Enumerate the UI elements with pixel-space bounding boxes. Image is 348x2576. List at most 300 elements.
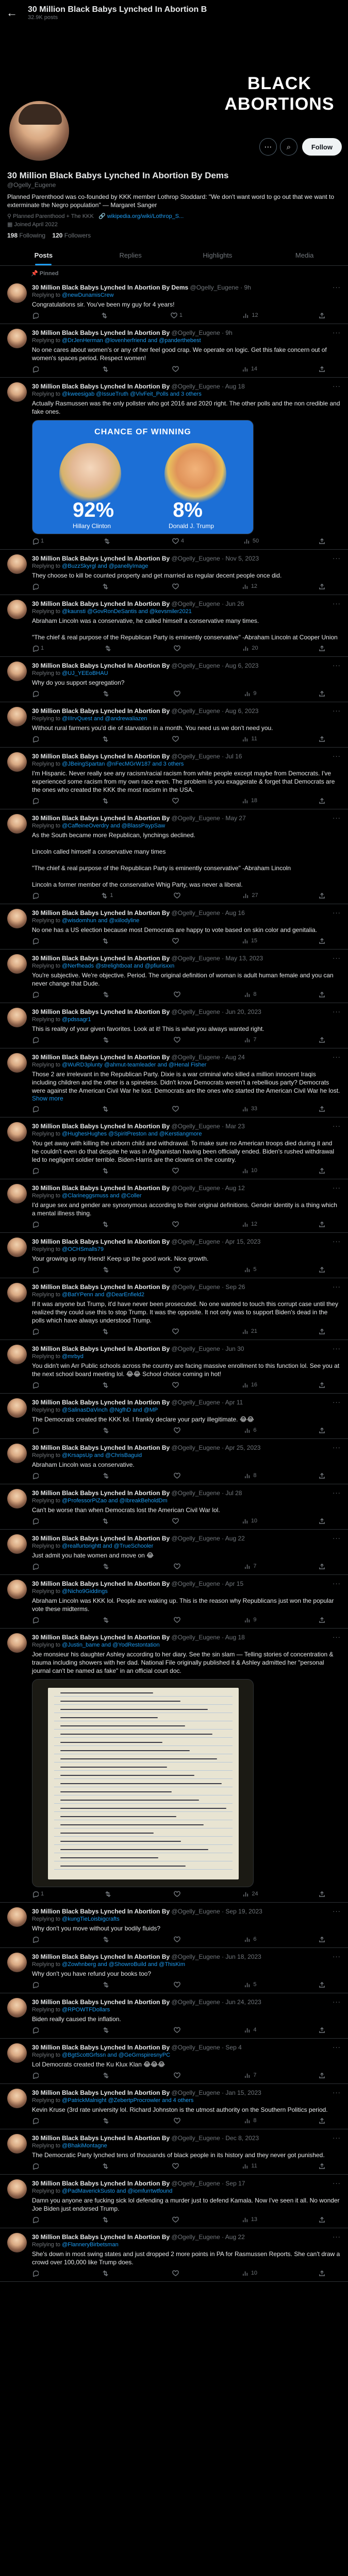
- post-handle-time[interactable]: @Ogelly_Eugene · May 27: [171, 815, 246, 822]
- post-author-name[interactable]: 30 Million Black Babys Lynched In Abortion By: [32, 1535, 170, 1542]
- repost-button[interactable]: [101, 312, 110, 319]
- post[interactable]: [0, 950, 348, 1003]
- share-button[interactable]: [319, 1981, 325, 1988]
- back-arrow-icon[interactable]: ←: [6, 6, 18, 19]
- reply-button[interactable]: [32, 2216, 41, 2223]
- post-avatar[interactable]: [7, 1008, 27, 1027]
- repost-button[interactable]: [102, 1221, 111, 1228]
- post[interactable]: [0, 1948, 348, 1993]
- post-author-name[interactable]: 30 Million Black Babys Lynched In Abortion By Dems: [32, 284, 189, 291]
- post-more-icon[interactable]: ···: [333, 2043, 341, 2051]
- post-handle-time[interactable]: @Ogelly_Eugene · Apr 15, 2023: [171, 1238, 261, 1245]
- share-button[interactable]: [319, 2072, 325, 2079]
- views-button[interactable]: [243, 645, 258, 652]
- reply-mentions[interactable]: @JBeingSpartan @nFecMGrW187 and 3 others: [62, 761, 184, 767]
- post-more-icon[interactable]: ···: [333, 1122, 341, 1130]
- reply-button[interactable]: [32, 1328, 41, 1335]
- post-more-icon[interactable]: ···: [333, 2179, 341, 2187]
- reply-mentions[interactable]: @HughesHughes @SpiritPreston and @Kerstiangmore: [62, 1131, 202, 1137]
- reply-mentions[interactable]: @Justin_bame and @YodRestontation: [62, 1642, 160, 1648]
- repost-button[interactable]: [104, 537, 112, 545]
- reply-button[interactable]: [32, 2162, 41, 2170]
- like-button[interactable]: [172, 1328, 181, 1335]
- post-avatar[interactable]: [7, 1238, 27, 1257]
- like-button[interactable]: [174, 1036, 183, 1043]
- views-button[interactable]: [244, 690, 256, 697]
- post[interactable]: [0, 550, 348, 595]
- post-handle-time[interactable]: @Ogelly_Eugene · Sep 17: [171, 2180, 245, 2187]
- share-button[interactable]: [319, 2216, 325, 2223]
- reply-button[interactable]: [32, 797, 41, 804]
- reply-button[interactable]: [32, 537, 44, 545]
- post[interactable]: [0, 1484, 348, 1530]
- reply-button[interactable]: [32, 1616, 41, 1623]
- repost-button[interactable]: [103, 1036, 111, 1043]
- post-author-name[interactable]: 30 Million Black Babys Lynched In Abortion By: [32, 2180, 170, 2187]
- post[interactable]: [0, 702, 348, 748]
- post-avatar[interactable]: [7, 2134, 27, 2154]
- like-button[interactable]: [172, 937, 181, 944]
- repost-button[interactable]: [102, 583, 111, 590]
- post-more-icon[interactable]: ···: [333, 283, 341, 291]
- post-more-icon[interactable]: ···: [333, 707, 341, 715]
- post-avatar[interactable]: [7, 1998, 27, 2018]
- post-avatar[interactable]: [7, 2233, 27, 2252]
- share-button[interactable]: [319, 937, 325, 944]
- post-more-icon[interactable]: ···: [333, 1283, 341, 1291]
- repost-button[interactable]: [103, 1427, 111, 1434]
- post-avatar[interactable]: [7, 707, 27, 726]
- share-button[interactable]: [319, 1472, 325, 1479]
- show-more-link[interactable]: Show more: [32, 1095, 63, 1102]
- post-handle-time[interactable]: @Ogelly_Eugene · Aug 18: [171, 1634, 245, 1641]
- share-button[interactable]: [319, 1616, 325, 1623]
- post[interactable]: [0, 595, 348, 657]
- reply-button[interactable]: [32, 1381, 41, 1388]
- repost-button[interactable]: [102, 1328, 111, 1335]
- post[interactable]: [0, 748, 348, 809]
- share-button[interactable]: [319, 1105, 325, 1112]
- views-button[interactable]: [242, 2162, 257, 2170]
- views-button[interactable]: [244, 2026, 256, 2033]
- like-button[interactable]: [174, 1472, 183, 1479]
- post-avatar[interactable]: [7, 1184, 27, 1204]
- repost-button[interactable]: [103, 1266, 111, 1273]
- share-button[interactable]: [319, 2117, 325, 2124]
- post-author-name[interactable]: 30 Million Black Babys Lynched In Abortion By: [32, 1238, 170, 1245]
- post-avatar[interactable]: [7, 1953, 27, 1972]
- reply-mentions[interactable]: @UJ_YEEoBHAU: [62, 670, 108, 676]
- post-author-name[interactable]: 30 Million Black Babys Lynched In Abortion By: [32, 753, 170, 760]
- reply-mentions[interactable]: @DrJenHerman @lovenherfriend and @panderthebest: [62, 337, 201, 344]
- like-button[interactable]: [174, 2072, 183, 2079]
- post-author-name[interactable]: 30 Million Black Babys Lynched In Abortion By: [32, 1489, 170, 1497]
- post-handle-time[interactable]: @Ogelly_Eugene · Apr 25, 2023: [171, 1444, 261, 1451]
- post-more-icon[interactable]: ···: [333, 2089, 341, 2096]
- post-more-icon[interactable]: ···: [333, 1534, 341, 1542]
- views-button[interactable]: [243, 312, 258, 319]
- post[interactable]: [0, 1340, 348, 1394]
- post-more-icon[interactable]: ···: [333, 382, 341, 390]
- views-button[interactable]: [242, 2269, 257, 2277]
- share-button[interactable]: [319, 2269, 325, 2277]
- repost-button[interactable]: [102, 1517, 111, 1524]
- like-button[interactable]: [174, 991, 183, 998]
- like-button[interactable]: [172, 1517, 181, 1524]
- reply-mentions[interactable]: @pdssagr1: [62, 1016, 91, 1023]
- share-button[interactable]: [319, 583, 325, 590]
- views-button[interactable]: [244, 1427, 256, 1434]
- repost-button[interactable]: [102, 2162, 111, 2170]
- post-avatar[interactable]: [7, 1283, 27, 1302]
- reply-button[interactable]: [32, 735, 41, 742]
- post-avatar[interactable]: [7, 1345, 27, 1364]
- views-button[interactable]: [244, 1266, 256, 1273]
- post-author-name[interactable]: 30 Million Black Babys Lynched In Abortion By: [32, 1123, 170, 1130]
- reply-mentions[interactable]: @BuzzSkyrgl and @panellyImage: [62, 563, 148, 569]
- post-author-name[interactable]: 30 Million Black Babys Lynched In Abortion By: [32, 1444, 170, 1451]
- reply-button[interactable]: [32, 1427, 41, 1434]
- reply-button[interactable]: [32, 2072, 41, 2079]
- post-avatar[interactable]: [7, 2089, 27, 2108]
- post-more-icon[interactable]: ···: [333, 2233, 341, 2241]
- repost-button[interactable]: [103, 1563, 111, 1570]
- reply-mentions[interactable]: @KrsapsUp and @ChrisBaguid: [62, 1452, 142, 1459]
- post[interactable]: [0, 1439, 348, 1484]
- views-button[interactable]: [242, 1221, 257, 1228]
- followers-stat[interactable]: [52, 232, 91, 239]
- post-author-name[interactable]: 30 Million Black Babys Lynched In Abortion By: [32, 1908, 170, 1915]
- post-avatar[interactable]: [7, 329, 27, 348]
- views-button[interactable]: [244, 1936, 256, 1943]
- post-handle-time[interactable]: @Ogelly_Eugene · Sep 4: [171, 2044, 242, 2051]
- like-button[interactable]: [172, 2216, 181, 2223]
- reply-mentions[interactable]: @ProfessorPiZao and @IbreakBeholdDm: [62, 1498, 168, 1504]
- post[interactable]: [0, 1179, 348, 1233]
- reply-mentions[interactable]: @RPOWTFDollars: [62, 2007, 110, 2013]
- post-more-icon[interactable]: ···: [333, 1444, 341, 1451]
- post-more-icon[interactable]: ···: [333, 554, 341, 562]
- post-handle-time[interactable]: @Ogelly_Eugene · Sep 19, 2023: [171, 1908, 262, 1915]
- post-avatar[interactable]: [7, 1633, 27, 1653]
- repost-button[interactable]: [103, 1936, 111, 1943]
- post-author-name[interactable]: 30 Million Black Babys Lynched In Abortion By: [32, 1399, 170, 1406]
- views-button[interactable]: [242, 2216, 257, 2223]
- post[interactable]: [0, 657, 348, 702]
- post-avatar[interactable]: [7, 1907, 27, 1927]
- reply-mentions[interactable]: @IIIrvQuest and @andrewaliazen: [62, 716, 147, 722]
- reply-button[interactable]: [32, 1105, 41, 1112]
- repost-button[interactable]: [103, 690, 111, 697]
- post[interactable]: [0, 2084, 348, 2129]
- post-handle-time[interactable]: @Ogelly_Eugene · Jun 24, 2023: [171, 1998, 261, 2006]
- post-author-name[interactable]: 30 Million Black Babys Lynched In Abortion By: [32, 1054, 170, 1061]
- repost-button[interactable]: [102, 735, 111, 742]
- share-button[interactable]: [319, 991, 325, 998]
- reply-button[interactable]: [32, 1266, 41, 1273]
- reply-button[interactable]: [32, 312, 41, 319]
- post-author-name[interactable]: 30 Million Black Babys Lynched In Abortion By: [32, 909, 170, 917]
- post-avatar[interactable]: [7, 1489, 27, 1509]
- reply-mentions[interactable]: @OCHSmalls79: [62, 1246, 104, 1252]
- reply-button[interactable]: [32, 1472, 41, 1479]
- post-avatar[interactable]: [7, 600, 27, 619]
- views-button[interactable]: [242, 735, 257, 742]
- reply-mentions[interactable]: @kungTieLoisbigcrafts: [62, 1916, 120, 1922]
- tab-media[interactable]: Media: [295, 251, 314, 259]
- post[interactable]: [0, 324, 348, 378]
- share-button[interactable]: [319, 1427, 325, 1434]
- post-author-name[interactable]: 30 Million Black Babys Lynched In Abortion By: [32, 2233, 170, 2241]
- reply-button[interactable]: [32, 1517, 41, 1524]
- views-button[interactable]: [242, 797, 257, 804]
- reply-button[interactable]: [32, 365, 41, 372]
- repost-button[interactable]: [102, 1167, 111, 1174]
- reply-mentions[interactable]: @PatrickMalnight @ZebertpProcrowler and 4 others: [62, 2097, 194, 2104]
- reply-mentions[interactable]: @Clarineggsmuss and @Coller: [62, 1193, 142, 1199]
- post-more-icon[interactable]: ···: [333, 814, 341, 822]
- views-button[interactable]: [244, 991, 256, 998]
- reply-mentions[interactable]: @kaunsti @GovRonDeSantis and @kevsmiler2021: [62, 608, 192, 615]
- share-button[interactable]: [319, 690, 325, 697]
- share-button[interactable]: [319, 2026, 325, 2033]
- like-button[interactable]: [172, 797, 181, 804]
- reply-button[interactable]: [32, 690, 41, 697]
- profile-link[interactable]: wikipedia.org/wiki/Lothrop_S...: [107, 213, 184, 219]
- repost-button[interactable]: [103, 2117, 111, 2124]
- reply-mentions[interactable]: @realfurtorightt and @TrueSchooler: [62, 1543, 154, 1549]
- post-handle-time[interactable]: @Ogelly_Eugene · Nov 5, 2023: [171, 555, 259, 562]
- post-avatar[interactable]: [7, 1580, 27, 1599]
- post[interactable]: [0, 1278, 348, 1340]
- views-button[interactable]: [244, 2117, 256, 2124]
- share-button[interactable]: [319, 365, 325, 372]
- post[interactable]: [0, 809, 348, 904]
- like-button[interactable]: [172, 1221, 181, 1228]
- like-button[interactable]: [174, 1563, 183, 1570]
- post-author-name[interactable]: 30 Million Black Babys Lynched In Abortion By: [32, 1953, 170, 1960]
- share-button[interactable]: [319, 645, 325, 652]
- post-avatar[interactable]: [7, 554, 27, 574]
- post-author-name[interactable]: 30 Million Black Babys Lynched In Abortion By: [32, 1634, 170, 1641]
- post-avatar[interactable]: [7, 283, 27, 303]
- share-button[interactable]: [319, 1936, 325, 1943]
- post[interactable]: [0, 2175, 348, 2228]
- more-options-icon[interactable]: ⋯: [259, 138, 277, 156]
- like-button[interactable]: [174, 892, 183, 899]
- post-author-name[interactable]: 30 Million Black Babys Lynched In Abortion By: [32, 707, 170, 715]
- reply-mentions[interactable]: @wisdomhun and @xiilodyline: [62, 918, 140, 924]
- reply-mentions[interactable]: @mrbyd: [62, 1353, 84, 1360]
- post[interactable]: [0, 1629, 348, 1903]
- post-avatar[interactable]: [7, 2043, 27, 2063]
- like-button[interactable]: [172, 1167, 181, 1174]
- repost-button[interactable]: [103, 1472, 111, 1479]
- post-author-name[interactable]: 30 Million Black Babys Lynched In Abortion By: [32, 600, 170, 607]
- post[interactable]: [0, 904, 348, 950]
- post-handle-time[interactable]: @Ogelly_Eugene · Aug 24: [171, 1054, 245, 1061]
- post-media-image[interactable]: [32, 420, 254, 534]
- post-author-name[interactable]: 30 Million Black Babys Lynched In Abortion By: [32, 1580, 170, 1587]
- post-handle-time[interactable]: @Ogelly_Eugene · Aug 22: [171, 1535, 245, 1542]
- reply-mentions[interactable]: @CaffeineOverdry and @BlassPaypSaw: [62, 823, 165, 829]
- post[interactable]: [0, 1394, 348, 1439]
- share-button[interactable]: [319, 1381, 325, 1388]
- share-button[interactable]: [319, 1036, 325, 1043]
- post-handle-time[interactable]: @Ogelly_Eugene · Sep 26: [171, 1283, 245, 1291]
- post-handle-time[interactable]: @Ogelly_Eugene · Jul 28: [171, 1489, 242, 1497]
- post-avatar[interactable]: [7, 1534, 27, 1554]
- post-author-name[interactable]: 30 Million Black Babys Lynched In Abortion By: [32, 815, 170, 822]
- post-handle-time[interactable]: @Ogelly_Eugene · Apr 15: [171, 1580, 244, 1587]
- views-button[interactable]: [244, 537, 259, 545]
- post-more-icon[interactable]: ···: [333, 662, 341, 669]
- post-more-icon[interactable]: ···: [333, 1053, 341, 1061]
- repost-button[interactable]: [102, 797, 111, 804]
- reply-mentions[interactable]: @kweesigab @IssueTruth @VivFeit_Polls and 3 others: [62, 391, 202, 397]
- repost-button[interactable]: [103, 991, 111, 998]
- post-author-name[interactable]: 30 Million Black Babys Lynched In Abortion By: [32, 662, 170, 669]
- post[interactable]: [0, 1233, 348, 1278]
- post[interactable]: [0, 1993, 348, 2039]
- views-button[interactable]: [243, 1890, 258, 1897]
- views-button[interactable]: [242, 365, 257, 372]
- repost-button[interactable]: [105, 645, 113, 652]
- reply-button[interactable]: [32, 1563, 41, 1570]
- reply-mentions[interactable]: @Nerfheads @strelightboat and @pfiurisxxn: [62, 963, 175, 969]
- post[interactable]: [0, 1575, 348, 1629]
- post-avatar[interactable]: [7, 1398, 27, 1418]
- reply-button[interactable]: [32, 583, 41, 590]
- share-button[interactable]: [319, 1167, 325, 1174]
- repost-button[interactable]: [101, 892, 113, 899]
- post-more-icon[interactable]: ···: [333, 1633, 341, 1641]
- post-handle-time[interactable]: @Ogelly_Eugene · Jan 15, 2023: [171, 2089, 261, 2096]
- post-avatar[interactable]: [7, 752, 27, 772]
- share-button[interactable]: [319, 537, 325, 545]
- reply-mentions[interactable]: @PadMaverickSusto and @iomfurrtwtfound: [62, 2188, 173, 2194]
- reply-mentions[interactable]: @FlanneryBirbetsman: [62, 2242, 119, 2248]
- reply-button[interactable]: [32, 937, 41, 944]
- post[interactable]: [0, 2228, 348, 2282]
- repost-button[interactable]: [102, 2269, 111, 2277]
- reply-mentions[interactable]: @BgtScottGrfssn and @GeGrnspiresnyPC: [62, 2052, 171, 2058]
- like-button[interactable]: [174, 1616, 183, 1623]
- post-handle-time[interactable]: @Ogelly_Eugene · Jun 26: [171, 600, 244, 607]
- views-button[interactable]: [242, 1167, 257, 1174]
- post[interactable]: [0, 1048, 348, 1117]
- views-button[interactable]: [244, 1981, 256, 1988]
- like-button[interactable]: [174, 1890, 183, 1897]
- reply-button[interactable]: [32, 2117, 41, 2124]
- post-handle-time[interactable]: @Ogelly_Eugene · Aug 6, 2023: [171, 662, 259, 669]
- reply-button[interactable]: [32, 1890, 44, 1897]
- like-button[interactable]: [174, 1266, 183, 1273]
- like-button[interactable]: [172, 735, 181, 742]
- reply-button[interactable]: [32, 645, 44, 652]
- profile-avatar[interactable]: [7, 99, 71, 163]
- reply-mentions[interactable]: @Zowhnberg and @ShowroBuild and @ThisKim: [62, 1961, 186, 1968]
- post-more-icon[interactable]: ···: [333, 2134, 341, 2142]
- post-more-icon[interactable]: ···: [333, 1907, 341, 1915]
- post-more-icon[interactable]: ···: [333, 600, 341, 607]
- reply-mentions[interactable]: @WuRD3plunty @ahmut-teamleader and @Henal Fisher: [62, 1062, 207, 1068]
- post-handle-time[interactable]: @Ogelly_Eugene · Jun 30: [171, 1345, 244, 1352]
- views-button[interactable]: [244, 1563, 256, 1570]
- reply-mentions[interactable]: @BhakiMontagne: [62, 2143, 107, 2149]
- post-more-icon[interactable]: ···: [333, 1953, 341, 1960]
- like-button[interactable]: [174, 1936, 183, 1943]
- post-handle-time[interactable]: @Ogelly_Eugene · May 13, 2023: [171, 955, 263, 962]
- post[interactable]: [0, 2129, 348, 2175]
- post-avatar[interactable]: [7, 382, 27, 402]
- post-more-icon[interactable]: ···: [333, 329, 341, 336]
- reply-button[interactable]: [32, 1167, 41, 1174]
- post-author-name[interactable]: 30 Million Black Babys Lynched In Abortion By: [32, 1184, 170, 1192]
- post-more-icon[interactable]: ···: [333, 954, 341, 962]
- post-avatar[interactable]: [7, 1122, 27, 1142]
- post-more-icon[interactable]: ···: [333, 1489, 341, 1497]
- views-button[interactable]: [244, 2072, 256, 2079]
- post[interactable]: [0, 1903, 348, 1948]
- views-button[interactable]: [242, 1381, 257, 1388]
- following-stat[interactable]: [7, 232, 45, 239]
- post-handle-time[interactable]: @Ogelly_Eugene · 9h: [190, 284, 251, 291]
- repost-button[interactable]: [102, 1105, 111, 1112]
- like-button[interactable]: [174, 2026, 183, 2033]
- share-button[interactable]: [319, 1563, 325, 1570]
- reply-button[interactable]: [32, 2269, 41, 2277]
- repost-button[interactable]: [103, 2026, 111, 2033]
- like-button[interactable]: [172, 365, 181, 372]
- like-button[interactable]: [174, 645, 183, 652]
- post-handle-time[interactable]: @Ogelly_Eugene · 9h: [171, 329, 233, 336]
- share-button[interactable]: [319, 312, 325, 319]
- follow-button[interactable]: Follow: [302, 138, 342, 156]
- reply-button[interactable]: [32, 1036, 41, 1043]
- reply-button[interactable]: [32, 1981, 41, 1988]
- reply-mentions[interactable]: @Nicho9Giddings: [62, 1588, 108, 1595]
- post-avatar[interactable]: [7, 662, 27, 681]
- post-author-name[interactable]: 30 Million Black Babys Lynched In Abortion By: [32, 2044, 170, 2051]
- tab-posts[interactable]: Posts: [0, 245, 87, 265]
- post-author-name[interactable]: 30 Million Black Babys Lynched In Abortion By: [32, 329, 170, 336]
- post-avatar[interactable]: [7, 1444, 27, 1463]
- like-button[interactable]: [172, 2269, 181, 2277]
- post-author-name[interactable]: 30 Million Black Babys Lynched In Abortion By: [32, 555, 170, 562]
- views-button[interactable]: [242, 1328, 257, 1335]
- post-author-name[interactable]: 30 Million Black Babys Lynched In Abortion By: [32, 2134, 170, 2142]
- post-handle-time[interactable]: @Ogelly_Eugene · Jun 20, 2023: [171, 1008, 261, 1015]
- reply-button[interactable]: [32, 892, 41, 899]
- post-handle-time[interactable]: @Ogelly_Eugene · Dec 8, 2023: [171, 2134, 259, 2142]
- views-button[interactable]: [242, 583, 257, 590]
- like-button[interactable]: [172, 537, 184, 545]
- search-profile-icon[interactable]: ⌕: [280, 138, 297, 156]
- post[interactable]: [0, 279, 348, 324]
- reply-button[interactable]: [32, 991, 41, 998]
- views-button[interactable]: [242, 1517, 257, 1524]
- tab-highlights[interactable]: Highlights: [203, 251, 233, 259]
- post-handle-time[interactable]: @Ogelly_Eugene · Aug 22: [171, 2233, 245, 2241]
- post-avatar[interactable]: [7, 2179, 27, 2199]
- post-more-icon[interactable]: ···: [333, 1580, 341, 1587]
- post-more-icon[interactable]: ···: [333, 1998, 341, 2006]
- post-handle-time[interactable]: @Ogelly_Eugene · Mar 23: [171, 1123, 245, 1130]
- post-author-name[interactable]: 30 Million Black Babys Lynched In Abortion By: [32, 1345, 170, 1352]
- repost-button[interactable]: [105, 1890, 113, 1897]
- reply-button[interactable]: [32, 1936, 41, 1943]
